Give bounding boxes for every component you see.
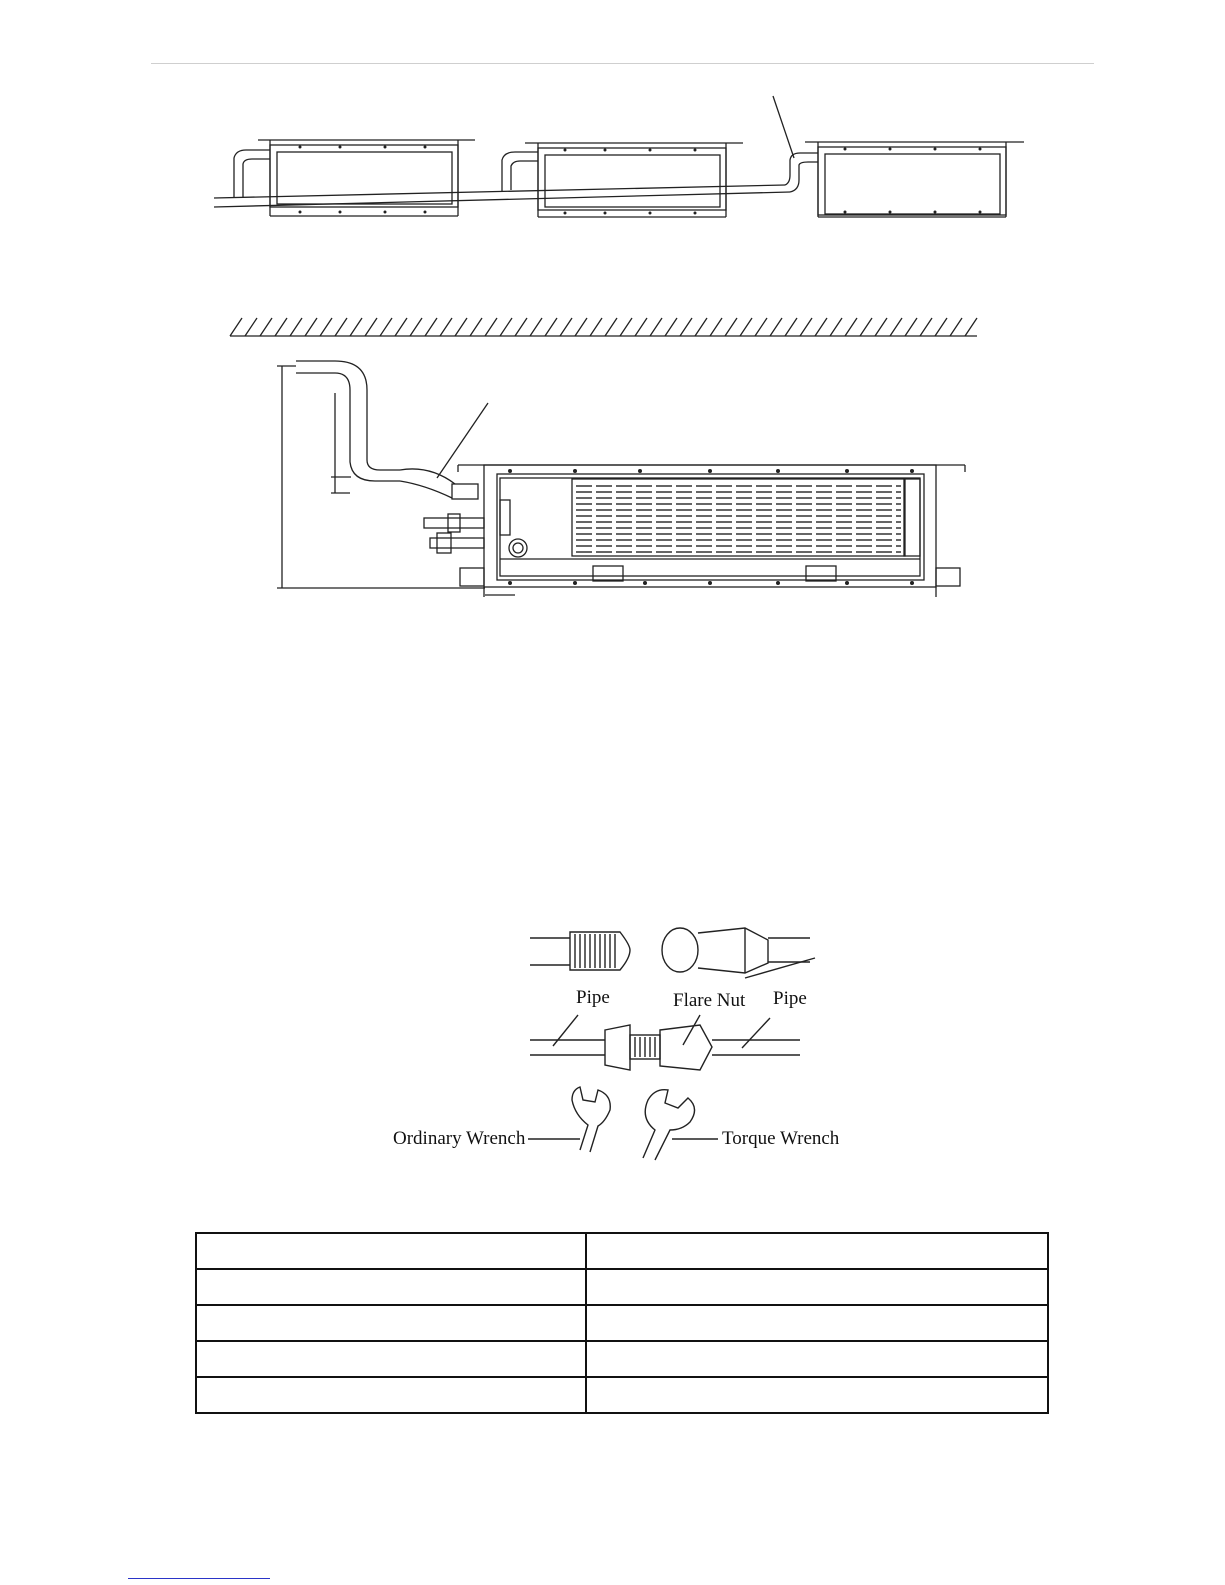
pipe-label-left: Pipe xyxy=(576,987,610,1008)
table-cell xyxy=(196,1305,586,1341)
torque-table xyxy=(195,1232,1049,1414)
flare-nut-pipe xyxy=(662,928,815,978)
table-cell xyxy=(586,1305,1048,1341)
table-cell xyxy=(586,1341,1048,1377)
pointer-line-1 xyxy=(773,96,794,158)
drain-pipe xyxy=(214,150,818,207)
indoor-unit-side xyxy=(458,465,965,597)
table-cell xyxy=(196,1377,586,1413)
table-cell xyxy=(586,1269,1048,1305)
indoor-unit-3 xyxy=(805,142,1024,217)
table-row xyxy=(196,1377,1048,1413)
torque-wrench-label: Torque Wrench xyxy=(722,1128,840,1149)
pointer-line-2 xyxy=(437,403,488,478)
assembled-connection xyxy=(530,1015,800,1070)
table-cell xyxy=(196,1269,586,1305)
table-row xyxy=(196,1233,1048,1269)
table-cell xyxy=(586,1377,1048,1413)
ordinary-wrench-label: Ordinary Wrench xyxy=(393,1128,526,1149)
ceiling-hatch xyxy=(230,318,977,336)
table-row xyxy=(196,1269,1048,1305)
unit-grille xyxy=(576,486,901,552)
figure-flare-connection xyxy=(528,928,815,1160)
footer-link-rule xyxy=(128,1578,270,1579)
torque-wrench-icon xyxy=(643,1090,718,1160)
table-cell xyxy=(586,1233,1048,1269)
indoor-unit-2 xyxy=(525,143,743,217)
table-cell xyxy=(196,1233,586,1269)
pipe-label-right: Pipe xyxy=(773,988,807,1009)
flare-nut-label: Flare Nut xyxy=(673,990,746,1011)
pipe-threaded-end xyxy=(530,932,630,970)
rising-drain-pipe xyxy=(296,361,488,499)
table-row xyxy=(196,1305,1048,1341)
figure-drain-lift xyxy=(230,318,977,597)
ordinary-wrench-icon xyxy=(528,1087,610,1152)
table-cell xyxy=(196,1341,586,1377)
table-row xyxy=(196,1341,1048,1377)
